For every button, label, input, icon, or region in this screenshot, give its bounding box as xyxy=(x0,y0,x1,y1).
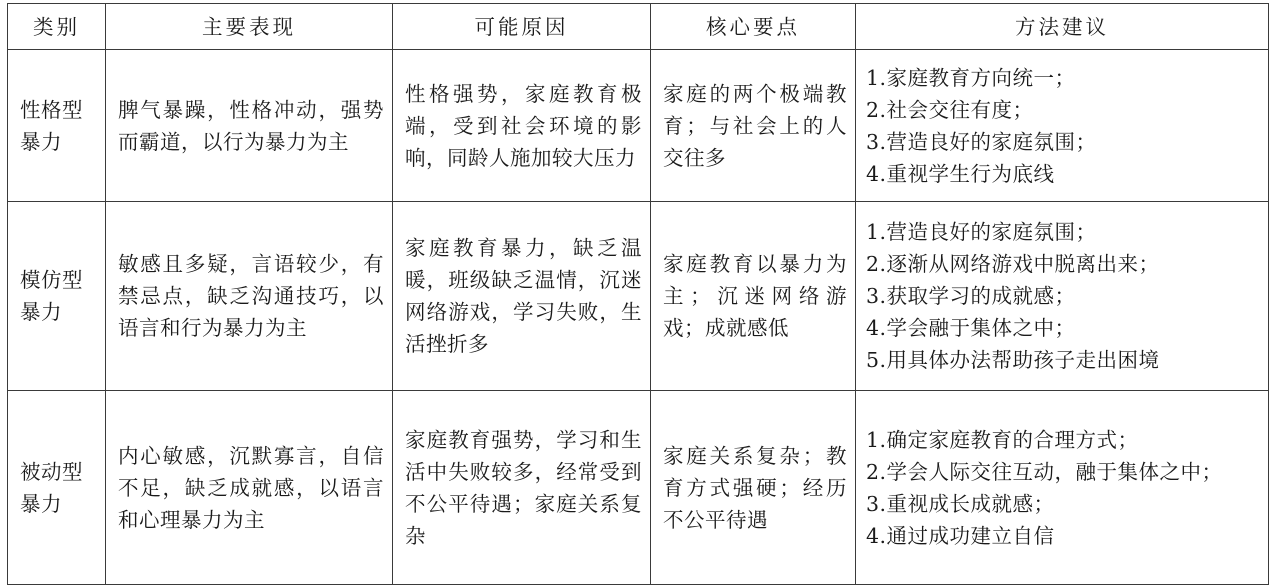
suggestions-cell xyxy=(856,202,1269,391)
header-suggestions: 方法建议 xyxy=(856,4,1269,50)
suggestions-cell xyxy=(856,391,1269,585)
causes-cell: 家庭教育强势，学习和生活中失败较多，经常受到不公平待遇；家庭关系复杂 xyxy=(393,391,651,585)
header-key-points: 核心要点 xyxy=(651,4,856,50)
header-category: 类别 xyxy=(8,4,106,50)
suggestion-item: 3.获取学习的成就感； xyxy=(866,284,1076,308)
key-points-cell: 家庭的两个极端教育；与社会上的人交往多 xyxy=(651,50,856,202)
suggestion-item: 4.重视学生行为底线 xyxy=(866,161,1055,186)
suggestion-item: 3.重视成长成就感； xyxy=(866,491,1055,516)
suggestion-item: 1.确定家庭教育的合理方式； xyxy=(866,427,1139,452)
violence-types-table xyxy=(7,3,1269,585)
header-symptoms: 主要表现 xyxy=(106,4,393,50)
suggestion-item: 2.学会人际交往互动，融于集体之中； xyxy=(866,459,1223,484)
suggestion-item: 2.社会交往有度； xyxy=(866,97,1034,122)
header-row xyxy=(8,4,1269,50)
causes-cell: 性格强势，家庭教育极端，受到社会环境的影响，同龄人施加较大压力 xyxy=(393,50,651,202)
symptoms-cell: 内心敏感，沉默寡言，自信不足，缺乏成就感，以语言和心理暴力为主 xyxy=(106,391,393,585)
symptoms-cell: 脾气暴躁，性格冲动，强势而霸道，以行为暴力为主 xyxy=(106,50,393,202)
causes-cell: 家庭教育暴力，缺乏温暖，班级缺乏温情，沉迷网络游戏，学习失败，生活挫折多 xyxy=(393,202,651,391)
table-row xyxy=(8,391,1269,585)
table-row xyxy=(8,50,1269,202)
category-cell: 性格型暴力 xyxy=(8,50,106,202)
suggestion-item: 4.学会融于集体之中； xyxy=(866,316,1076,340)
key-points-cell: 家庭教育以暴力为主；沉迷网络游戏；成就感低 xyxy=(651,202,856,391)
category-cell: 模仿型暴力 xyxy=(8,202,106,391)
key-points-cell: 家庭关系复杂；教育方式强硬；经历不公平待遇 xyxy=(651,391,856,585)
suggestion-item: 2.逐渐从网络游戏中脱离出来； xyxy=(866,252,1160,276)
category-cell: 被动型暴力 xyxy=(8,391,106,585)
suggestion-item: 1.营造良好的家庭氛围； xyxy=(866,220,1097,244)
suggestion-item: 3.营造良好的家庭氛围； xyxy=(866,129,1097,154)
header-causes: 可能原因 xyxy=(393,4,651,50)
table-row xyxy=(8,202,1269,391)
suggestion-item: 5.用具体办法帮助孩子走出困境 xyxy=(866,348,1160,372)
suggestion-item: 1.家庭教育方向统一； xyxy=(866,65,1076,90)
suggestion-item: 4.通过成功建立自信 xyxy=(866,523,1055,548)
symptoms-cell: 敏感且多疑，言语较少，有禁忌点，缺乏沟通技巧，以语言和行为暴力为主 xyxy=(106,202,393,391)
suggestions-cell xyxy=(856,50,1269,202)
